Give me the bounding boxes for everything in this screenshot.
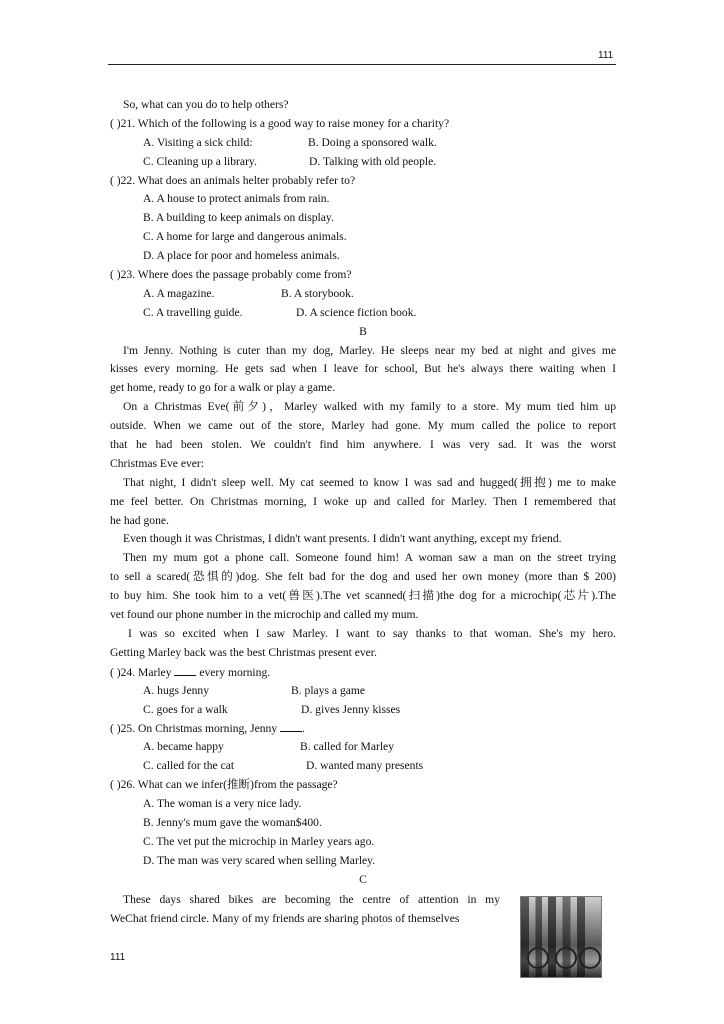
question-stem [110, 663, 616, 682]
question-stem [110, 719, 616, 738]
option-row [110, 757, 616, 776]
option-b: B. Jenny's mum gave the woman$400. [143, 815, 322, 829]
option-a: A. A house to protect animals from rain. [143, 192, 330, 206]
bike-wheel-shape [527, 947, 549, 969]
bike-wheel-shape [555, 947, 577, 969]
passage-line: Getting Marley back was the best Christmas present ever. [110, 645, 377, 659]
option-d: D. A place for poor and homeless animals. [143, 249, 340, 263]
option-b: B. plays a game [291, 683, 366, 697]
answer-blank [280, 719, 302, 732]
option-b: B. Doing a sponsored walk. [308, 135, 437, 149]
option-c: C. Cleaning up a library. [143, 154, 257, 168]
option-a: A. hugs Jenny [143, 683, 210, 697]
option-a: A. became happy [143, 740, 224, 754]
question-stem: ( )26. What can we infer(推断)from the passage? [110, 778, 338, 792]
footer-page-number: 111 [110, 952, 126, 963]
passage-line: to sell a scared(恐惧的)dog. She felt bad for the dog and used her own money (more than $ 200) [110, 570, 616, 584]
question-21 [110, 115, 616, 172]
section-b-heading: B [359, 324, 367, 338]
stem-prefix: ( )25. On Christmas morning, Jenny [110, 722, 278, 736]
question-stem: ( )22. What does an animals helter probably refer to? [110, 173, 356, 187]
passage-line: On a Christmas Eve(前夕)，Marley walked with my family to a store. My mum tied him up [123, 400, 616, 414]
bike-wheel-shape [579, 947, 601, 969]
option-row [110, 134, 616, 153]
passage-line: me feel better. On Christmas morning, I woke up and called for Marley. Then I remembered that [110, 494, 616, 508]
option-c: C. A home for large and dangerous animals. [143, 230, 347, 244]
option-b: B. A storybook. [281, 286, 354, 300]
question-24 [110, 663, 616, 720]
passage-line: Then my mum got a phone call. Someone found him! A woman saw a man on the street trying [123, 551, 616, 565]
question-25 [110, 719, 616, 776]
option-b: B. called for Marley [300, 740, 395, 754]
question-26 [110, 776, 616, 870]
shared-bikes-photo [520, 896, 602, 978]
passage-line: outside. When we came out of the store, Marley had gone. My mum called the police to report [110, 419, 616, 433]
passage-line: vet found our phone number in the microchip and called my mum. [110, 608, 419, 622]
question-22 [110, 172, 616, 266]
passage-line: I'm Jenny. Nothing is cuter than my dog, Marley. He sleeps near my bed at night and gives me [123, 343, 616, 357]
option-row [110, 682, 616, 701]
header-page-number: 111 [598, 50, 614, 61]
stem-suffix: . [302, 722, 305, 736]
option-row [110, 153, 616, 172]
passage-line: These days shared bikes are becoming the centre of attention in my [123, 893, 500, 906]
passage-line: That night, I didn't sleep well. My cat seemed to know I was sad and hugged(拥抱) me to make [123, 475, 616, 489]
option-b: B. A building to keep animals on display. [143, 211, 334, 225]
option-row [110, 701, 616, 720]
passage-line: that he had been stolen. We couldn't find him anywhere. I was very sad. It was the worst [110, 438, 616, 452]
question-stem: ( )21. Which of the following is a good way to raise money for a charity? [110, 116, 450, 130]
passage-line: Even though it was Christmas, I didn't want presents. I didn't want anything, except my friend. [123, 532, 562, 546]
answer-blank [174, 663, 196, 676]
option-row [110, 285, 616, 304]
option-d: D. Talking with old people. [309, 154, 437, 168]
option-c: C. called for the cat [143, 759, 235, 773]
stem-prefix: ( )24. Marley [110, 665, 172, 679]
passage-line: to buy him. She took him to a vet(兽医).The vet scanned(扫描)the dog for a microchip(芯片).The [110, 589, 616, 603]
header-rule [108, 64, 616, 65]
question-stem: ( )23. Where does the passage probably come from? [110, 268, 352, 282]
passage-line: Christmas Eve ever: [110, 456, 205, 470]
passage-line: he had gone. [110, 513, 169, 527]
option-c: C. The vet put the microchip in Marley years ago. [143, 834, 375, 848]
passage-line: get home, ready to go for a walk or play a game. [110, 381, 336, 395]
question-23 [110, 266, 616, 323]
worksheet-content [110, 96, 616, 889]
section-c-heading: C [359, 872, 367, 886]
passage-line: kisses every morning. He gets sad when I leave for school, But he's always there waiting when I [110, 362, 616, 376]
option-a: A. A magazine. [143, 286, 215, 300]
option-row [110, 304, 616, 323]
intro-line: So, what can you do to help others? [123, 98, 289, 111]
option-d: D. wanted many presents [306, 759, 424, 773]
option-a: A. The woman is a very nice lady. [143, 796, 302, 810]
stem-suffix: every morning. [199, 665, 271, 679]
option-d: D. gives Jenny kisses [301, 702, 401, 716]
passage-line: WeChat friend circle. Many of my friends are sharing photos of themselves [110, 911, 460, 925]
option-d: D. A science fiction book. [296, 305, 417, 319]
option-c: C. goes for a walk [143, 702, 228, 716]
option-row [110, 738, 616, 757]
passage-c [110, 891, 500, 929]
option-c: C. A travelling guide. [143, 305, 243, 319]
passage-b [110, 342, 616, 663]
passage-line: I was so excited when I saw Marley. I want to say thanks to that woman. She's my hero. [128, 626, 616, 640]
option-a: A. Visiting a sick child: [143, 135, 253, 149]
option-d: D. The man was very scared when selling Marley. [143, 853, 376, 867]
